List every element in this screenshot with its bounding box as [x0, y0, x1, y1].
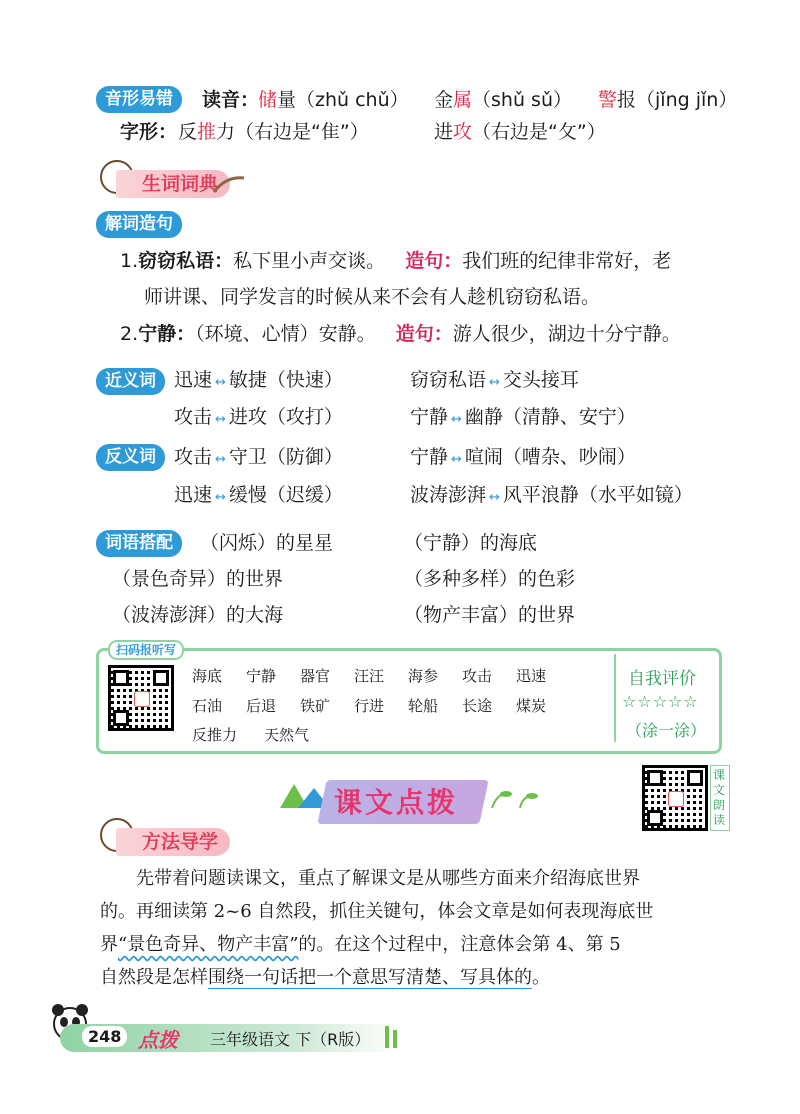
collocation-2-left: （景色奇异）的世界	[112, 568, 284, 590]
dictation-tag: 扫码报听写	[108, 640, 184, 660]
brand-logo: 点拨	[138, 1028, 178, 1052]
zixing-label: 字形：	[120, 121, 178, 143]
page-number: 248	[82, 1026, 127, 1047]
dictation-word: 煤炭	[516, 697, 547, 715]
entry-1-line-1: 1.窃窃私语：私下里小声交谈。 造句：我们班的纪律非常好，老	[120, 250, 672, 272]
collocation-3-left: （波涛澎湃）的大海	[112, 604, 284, 626]
pron-item-2: 金属（shǔ sǔ）	[434, 89, 572, 111]
entry-1-line-2: 师讲课、同学发言的时候从来不会有人趁机窃窃私语。	[144, 286, 601, 308]
reading-qr-code[interactable]	[642, 765, 708, 831]
bamboo-icon	[382, 1024, 402, 1050]
dictation-word: 长途	[462, 697, 493, 715]
dictation-word: 器官	[300, 667, 331, 685]
self-eval-note: （涂一涂）	[626, 721, 707, 740]
collocation-1-right: （宁静）的海底	[404, 532, 538, 554]
synonym-row-1-left: 迅速 ↔ 敏捷（快速）	[174, 369, 343, 391]
dictation-word: 反推力	[192, 726, 238, 744]
dictation-word: 行进	[354, 697, 385, 715]
para-line-2: 的。再细读第 2~6 自然段，抓住关键句，体会文章是如何表现海底世	[100, 901, 654, 922]
para-line-1: 先带着问题读课文，重点了解课文是从哪些方面来介绍海底世界	[136, 868, 640, 889]
method-paragraph	[100, 862, 730, 994]
dictation-word: 轮船	[408, 697, 439, 715]
shape-item-1: 反推力（右边是“隹”）	[178, 121, 369, 143]
synonym-row-1-right: 窃窃私语 ↔ 交头接耳	[410, 369, 579, 391]
collocation-2-right: （多种多样）的色彩	[404, 568, 576, 590]
dictation-word: 海参	[408, 667, 439, 685]
para-line-4: 自然段是怎样围绕一句话把一个意思写清楚、写具体的。	[100, 967, 550, 988]
self-eval-divider	[614, 654, 616, 742]
dictionary-title: 生词词典	[116, 170, 230, 198]
synonym-tag: 近义词	[96, 368, 165, 395]
method-title: 方法导学	[116, 828, 230, 856]
jieci-tag: 解词造句	[96, 211, 182, 238]
dictation-word: 迅速	[516, 667, 547, 685]
synonym-row-2-left: 攻击 ↔ 进攻（攻打）	[174, 406, 343, 428]
entry-2-line-1: 2.宁静：（环境、心情）安静。 造句：游人很少，湖边十分宁静。	[120, 323, 681, 345]
lesson-banner-title: 课文点拨	[334, 786, 459, 819]
antonym-row-2-right: 波涛澎湃 ↔ 风平浪静（水平如镜）	[410, 484, 693, 506]
sprout-icon	[486, 786, 546, 810]
dictation-word: 宁静	[246, 667, 277, 685]
dictation-word: 天然气	[264, 726, 310, 744]
dictation-word: 铁矿	[300, 697, 331, 715]
collocation-3-right: （物产丰富）的世界	[404, 604, 576, 626]
collocation-tag: 词语搭配	[96, 530, 182, 557]
duyin-label: 读音：	[202, 89, 260, 111]
dictation-word: 后退	[246, 697, 277, 715]
brush-icon	[212, 172, 246, 196]
book-title: 三年级语文 下（R版）	[210, 1030, 371, 1049]
pron-tag: 音形易错	[96, 86, 182, 113]
dictation-word: 攻击	[462, 667, 493, 685]
pron-item-3: 警报（jǐng jǐn）	[598, 89, 738, 111]
antonym-tag: 反义词	[96, 444, 165, 471]
antonym-row-1-left: 攻击 ↔ 守卫（防御）	[174, 446, 343, 468]
dictation-qr-code[interactable]	[108, 665, 174, 731]
shape-item-2: 进攻（右边是“攵”）	[434, 121, 606, 143]
dictation-word: 海底	[192, 667, 223, 685]
dictation-word: 汪汪	[354, 667, 385, 685]
self-eval-stars[interactable]: ☆☆☆☆☆	[622, 692, 699, 711]
antonym-row-1-right: 宁静 ↔ 喧闹（嘈杂、吵闹）	[410, 446, 636, 468]
pron-item-1: 储量（zhǔ chǔ）	[258, 89, 409, 111]
antonym-row-2-left: 迅速 ↔ 缓慢（迟缓）	[174, 484, 343, 506]
collocation-1-left: （闪烁）的星星	[200, 532, 334, 554]
dictation-word: 石油	[192, 697, 223, 715]
para-line-3: 界“景色奇异、物产丰富”的。在这个过程中，注意体会第 4、第 5	[100, 934, 621, 955]
self-eval-title: 自我评价	[628, 669, 696, 689]
reading-side-label: 课文朗读	[710, 765, 730, 831]
synonym-row-2-right: 宁静 ↔ 幽静（清静、安宁）	[410, 406, 636, 428]
